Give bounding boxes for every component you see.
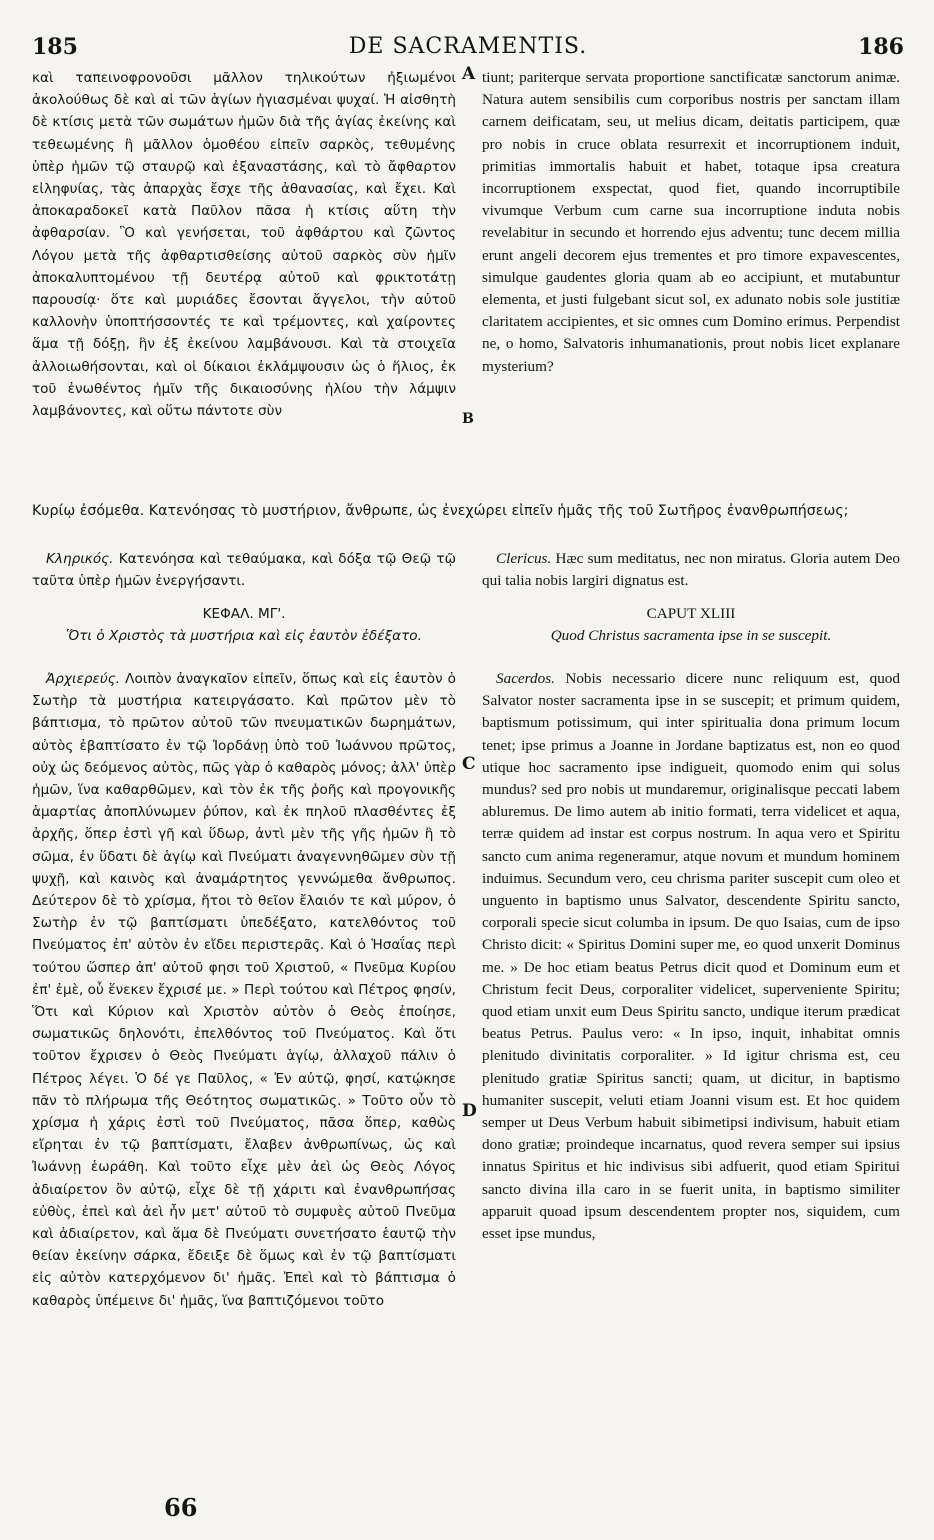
speaker-sacerdos: Sacerdos.	[496, 670, 555, 687]
running-title: DE SACRAMENTIS.	[348, 34, 588, 59]
greek-body: Λοιπὸν ἀναγκαῖον εἰπεῖν, ὅπως καὶ εἰς ἑαυτὸν ὁ Σωτὴρ τὰ μυστήρια κατειργάσατο. Καὶ πρῶτον μὲν τὸ βάπτισμα, τὸ πρῶτον αὐτοῦ τῶν πνευματικῶν δωρημάτων, αὐτὸς ἐβαπτίσατο ἐν τῷ Ἰορδάνῃ ὑπὸ τοῦ Ἰωάννου πρῶτος, οὐχ ὡς δεόμενος αὐτὸς, πῶς γὰρ ὁ καθαρὸς μόνος; ἀλλ' ὑπὲρ ἡμῶν, ἵνα καθαρθῶμεν, καὶ τὸν ἐκ τῆς ῥοῆς καὶ προγονικῆς ἁμαρτίας ἀποπλύνωμεν ῥύπον, καὶ ἐκ πηλοῦ πλασθέντες ἐξ ἀρχῆς, ὅπερ ἐστὶ γῆ καὶ ὕδωρ, ἀντὶ μὲν τῆς γῆς ἡμῶν ἢ τὸ σῶμα, ἐν ὕδατι δὲ ἁγίῳ καὶ Πνεύματι ἀναγεννηθῶμεν σὺν τῇ ψυχῇ, καὶ καινὸς καὶ ἀναμάρτητος γεννώμεθα ἄνθρωπος. Δεύτερον δὲ τὸ χρίσμα, ἤτοι τὸ θεῖον ἔλαιόν τε καὶ μύρον, ὁ Σωτὴρ ἐν τῷ βαπτίσματι ὑπεδέξατο, κατελθόντος τοῦ Πνεύματος ἐπ' αὐτὸν ἐν εἴδει περιστερᾶς. Καὶ ὁ Ἡσαΐας περὶ τούτου ὥσπερ ἀπ' αὐτοῦ φησι τοῦ Χριστοῦ, « Πνεῦμα Κυρίου ἐπ' ἐμὲ, οὗ ἕνεκεν ἔχρισέ με. » Περὶ τούτου καὶ Πέτρος φησίν, Ὅτι καὶ Κύριον καὶ Χριστὸν αὐτὸν ὁ Θεὸς ἐποίησε, σωματικῶς δηλονότι, ἐπελθόντος τοῦ Πνεύματος. Καὶ ὅτι τοῦτον ἔχρισεν ὁ Θεὸς Πνεύματι ἁγίῳ, ἀλλαχοῦ πάλιν ὁ Πέτρος λέγει. Ὁ δέ γε Παῦλος, « Ἐν αὐτῷ, φησί, κατῴκησε πᾶν τὸ πλήρωμα τῆς Θεότητος σωματικῶς. » Τοῦτο οὖν τὸ χρίσμα ἡ χάρις ἐστὶ τοῦ Πνεύματος, πᾶσα ὅπερ, καθὼς εἴρηται ἐν τῷ βαπτίσματι, ἔλαβεν ἀνθρωπίνως, ὡς καὶ Ἰωάννῃ ἑωράθη. Καὶ τοῦτο εἶχε μὲν ἀεὶ ὡς Θεὸς Λόγος ἀδιαίρετον ὂν αὐτῷ, εἶχε δὲ τῇ χάριτι καὶ ἐνανθρωπήσας εὐθὺς, ἐπεὶ καὶ ἀεὶ ἦν μετ' αὐτοῦ τὸ συμφυὲς αὐτοῦ Πνεῦμα καὶ ἀδιαίρετον, καὶ ἅμα δὲ Πνεύματι συνετήσατο ἑαυτῷ τὴν θείαν ἐκείνην σάρκα, ἔδειξε δὲ ὅμως καὶ ἐν τῷ βαπτίσματι εἰς αὐτὸν κατερχόμενον δι' ἡμᾶς. Ἐπεὶ καὶ τὸ βάπτισμα ὁ καθαρὸς ὑπέμεινε δι' ἡμᾶς, ἵνα βαπτιζόμενοι τοῦτο	[32, 671, 456, 1309]
chapter-number-greek: ΚΕΦΑΛ. ΜΓ'.	[202, 606, 286, 622]
latin-column-section-1	[482, 67, 900, 497]
folio-number: 66	[164, 1493, 198, 1522]
latin-paragraph: tiunt; pariterque servata proportione sanctificatæ sanctorum animæ. Natura autem sensibilis cum corporibus nostris per sanctam illam carnem deificatam, seu, ut melius dicam, deitatis participem, quæ pro nobis in cruce oblata resurrexit et incorruptionem induit, primitias immortalis habuit et habet, totaque ipsa creatura incorruptionem exspectat, quod fiet, quando incorruptibile vivumque Verbum cum carne sua incorruptione induta nobis revelabitur in secundo et horrendo ejus adventu; tunc decem millia erunt angeli decorem ejus trementes et pro timore expavescentes, simulque gaudentes gloria quam ab eo accipiunt, et mutabuntur elementa, et justi fulgebant sicut sol, ex adunato nobis sole justitiæ claritatem accipientes, et sic omnes cum Domino erimus. Perpendist ne, o homo, Salvatoris inhumanationis, prout nobis licet explanare mysterium?	[482, 69, 900, 375]
clericus-latin	[482, 548, 900, 594]
page-number-left: 185	[32, 34, 78, 60]
chapter-title-latin: Quod Christus sacramenta ipse in se suscepit.	[550, 627, 832, 645]
greek-column-section-2	[32, 668, 456, 1516]
speaker-greek: Κληρικός.	[46, 551, 114, 567]
latin-column-section-2	[482, 668, 900, 1516]
margin-letter-c: C	[462, 754, 476, 774]
chapter-number-latin: CAPUT XLIII	[646, 605, 736, 622]
bridge-line	[32, 500, 900, 546]
margin-letter-a: A	[462, 64, 476, 84]
speaker-latin: Clericus.	[496, 550, 552, 567]
greek-column-section-1	[32, 67, 456, 497]
clericus-greek	[32, 548, 456, 594]
greek-paragraph: καὶ ταπεινοφρονοῦσι μᾶλλον τηλικούτων ἠξιωμένοι ἀκολούθως δὲ καὶ αἱ τῶν ἁγίων ἡγιασμέναι ψυχαί. Ἡ αἰσθητὴ δὲ κτίσις μετὰ τῶν σωμάτων ἡμῶν διὰ τῆς ἁγίας ἐκείνης καὶ τεθεωμένης ἢ μᾶλλον ὁμοθέου εἰπεῖν σαρκὸς, τεθυμένης ὑπὲρ ἡμῶν τῷ σταυρῷ καὶ ἐξαναστάσης, καὶ τὸ ἄφθαρτον εἰληφυίας, τὰς ἀπαρχὰς ἔσχε τῆς ἀθανασίας, καὶ ἔχει. Καὶ ἀποκαραδοκεῖ κατὰ Παῦλον πᾶσα ἡ κτίσις αὕτη τὴν ἀφθαρσίαν. Ὃ καὶ γενήσεται, τοῦ ἀφθάρτου καὶ ζῶντος Λόγου μετὰ τῆς ἀφθαρτισθείσης αὐτοῦ σαρκὸς σὺν ἡμῖν ἀποκαλυπτομένου τῇ δευτέρᾳ αὐτοῦ καὶ φρικτοτάτῃ παρουσίᾳ· ὅτε καὶ μυριάδες ἔσονται ἄγγελοι, τὴν αὐτοῦ καλλονὴν ὑποπτήσσοντές τε καὶ τρέμοντες, καὶ χαίροντες ἅμα τῇ δόξῃ, ἣν ἐξ ἐκείνου λαμβάνουσι. Καὶ τὰ στοιχεῖα ἀλλοιωθήσονται, καὶ οἱ δίκαιοι ἐκλάμψουσιν ὡς ὁ ἥλιος, ἐκ τοῦ ἐνωθέντος ἡμῖν τῆς δικαιοσύνης ἡλίου τὴν λάμψιν λαμβάνοντες, καὶ οὕτω πάντοτε σὺν	[32, 70, 456, 420]
page-number-right: 186	[858, 34, 904, 60]
clericus-latin-text: Hæc sum meditatus, nec non miratus. Gloria autem Deo qui talia nobis largiri dignatus est.	[482, 550, 900, 590]
latin-body: Nobis necessario dicere nunc reliquum est, quod Salvator noster sacramenta ipse in se suscepit; et primum quidem, baptismum potissimum, qui inter spiritualia dona primum locum tenet; ipse primus a Joanne in Jordane baptizatus est, non eo quod utique hoc sacramento ipse indigueit, quomodo enim qui solus mundus? sed pro nobis ut mundaremur, originalisque peccati labem abluremus. De limo autem ab initio formati, terra videlicet et aqua, terræ quidem ad instar est corpus nostrum. In aqua vero et Spiritu sancto cum anima regeneramur, atque novum et mundum hominem induimus. Secundum vero, ceu chrisma pariter suscepit cum oleo et unguento in baptismo unus Salvator, descendente Spiritu sancto, corporali specie sicut columba in ipsum. De quo Isaias, cum de ipso Christo dicit: « Spiritus Domini super me, eo quod unxerit Dominus me. » De hoc etiam beatus Petrus dicit quod et Dominum eum et Christum fecit Deus, corporaliter videlicet, superveniente Spiritu; quod etiam unxit eum Deus Spiritu sancto, undique iterum prædicat beatus Petrus. Paulus vero: « In ipso, inquit, inhabitat omnis plenitudo divinitatis corporaliter. » Id igitur chrisma est, ceu plenitudo gratiæ Spiritus sancti; quam, ut dicitur, in baptismo humaniter suscepit, veluti etiam Joanni visum est. Et hoc quidem semper ut Deus Verbum habuit sibimetipsi indivisum, habuit etiam dono gratiæ; proindeque incarnatus, quod revera semper sui ipsius innatus Spiritus et hic indivisus sibi adfuerit, quod etiam Spiritui sancto divina illa caro in se fuerit unita, in baptismo similiter apparuit quoad ipsum descendentem propter nos, siquidem, cum esset ipse mundus,	[482, 670, 900, 1243]
margin-letter-d: D	[462, 1101, 477, 1121]
chapter-heading-latin	[482, 603, 900, 663]
speaker-archiereus: Ἀρχιερεύς.	[46, 671, 121, 687]
bridge-text: Κυρίῳ ἐσόμεθα. Κατενόησας τὸ μυστήριον, ἄνθρωπε, ὡς ἐνεχώρει εἰπεῖν ἡμᾶς τῆς τοῦ Σωτῆρος ἐνανθρωπήσεως;	[32, 503, 849, 519]
margin-letter-b: B	[462, 411, 474, 427]
chapter-heading-greek	[32, 603, 456, 663]
clericus-greek-text: Κατενόησα καὶ τεθαύμακα, καὶ δόξα τῷ Θεῷ τῷ ταῦτα ὑπὲρ ἡμῶν ἐνεργήσαντι.	[32, 551, 456, 590]
running-header	[32, 34, 904, 64]
chapter-title-greek: Ὅτι ὁ Χριστὸς τὰ μυστήρια καὶ εἰς ἑαυτὸν ἐδέξατο.	[66, 628, 422, 645]
